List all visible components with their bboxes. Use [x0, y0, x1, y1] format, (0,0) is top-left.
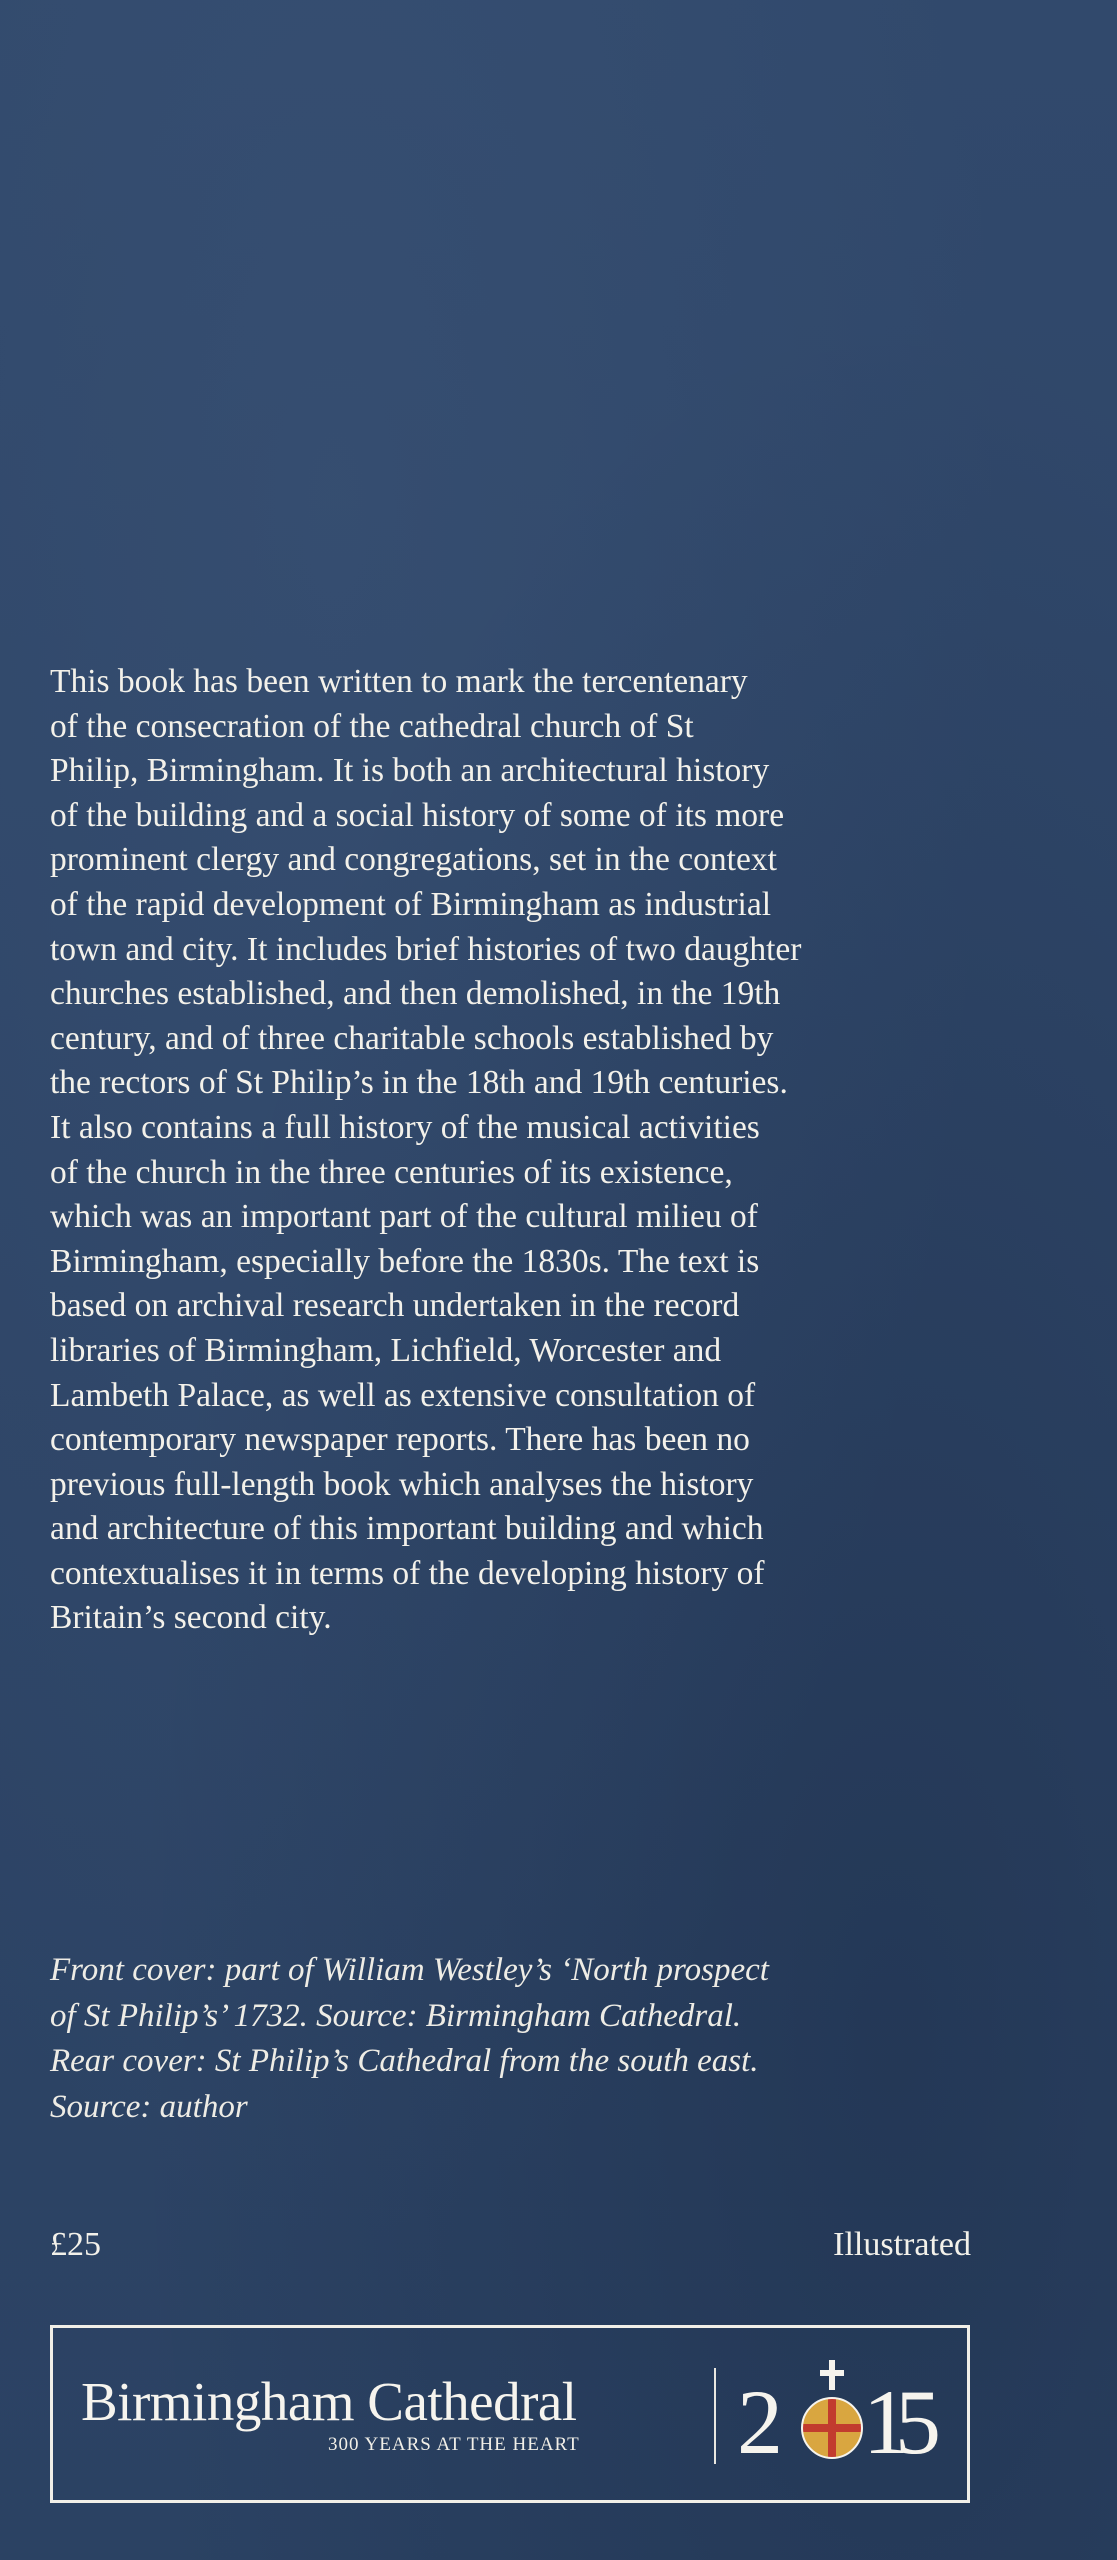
- description-line: and architecture of this important building and which: [50, 1510, 764, 1548]
- description-line: Birmingham, especially before the 1830s. The text is: [50, 1242, 760, 1280]
- description-line: It also contains a full history of the musical activities: [50, 1108, 760, 1146]
- year-digit: 2: [737, 2371, 777, 2473]
- cover-credits: [50, 1948, 980, 2130]
- description-line: based on archival research undertaken in the record: [50, 1287, 740, 1325]
- logo-divider: [714, 2368, 716, 2464]
- illustrated-label: Illustrated: [833, 2226, 971, 2263]
- description-line: previous full-length book which analyses the history: [50, 1465, 754, 1503]
- description-line: of the church in the three centuries of its existence,: [50, 1153, 733, 1191]
- description-line: libraries of Birmingham, Lichfield, Worcester and: [50, 1331, 722, 1369]
- description-line: This book has been written to mark the tercentenary: [50, 663, 748, 700]
- cathedral-logo-box: [50, 2325, 970, 2503]
- description-line: Philip, Birmingham. It is both an architectural history: [50, 752, 770, 790]
- credit-line-front-cover: Front cover: part of William Westley’s ‘North prospect: [50, 1952, 769, 1988]
- price: £25: [50, 2226, 101, 2263]
- description-line: town and city. It includes brief histories of two daughter: [50, 930, 802, 968]
- logo-name: Birmingham Cathedral: [81, 2371, 577, 2432]
- description-line: churches established, and then demolished, in the 19th: [50, 975, 781, 1013]
- description-line: which was an important part of the cultural milieu of: [50, 1198, 758, 1236]
- description-line: prominent clergy and congregations, set in the context: [50, 841, 777, 879]
- credit-line-rear-cover: Rear cover: St Philip’s Cathedral from the south east.: [50, 2043, 759, 2079]
- year-digit: 5: [895, 2371, 935, 2473]
- description-line: of the building and a social history of some of its more: [50, 796, 785, 834]
- book-description: [50, 660, 972, 1641]
- credit-line-front-source: of St Philip’s’ 1732. Source: Birmingham Cathedral.: [50, 1997, 742, 2034]
- description-line: century, and of three charitable schools established by: [50, 1019, 774, 1057]
- year-digit: 1: [863, 2371, 903, 2473]
- description-line: the rectors of St Philip’s in the 18th and 19th centuries.: [50, 1064, 788, 1102]
- description-line: contextualises it in terms of the developing history of: [50, 1554, 765, 1592]
- description-line: of the consecration of the cathedral church of St: [50, 707, 694, 745]
- cross-globe-icon: [799, 2358, 865, 2478]
- description-line: contemporary newspaper reports. There has been no: [50, 1421, 750, 1459]
- credit-line-rear-source: Source: author: [50, 2088, 248, 2125]
- logo-tagline: 300 YEARS AT THE HEART: [328, 2434, 580, 2455]
- description-line: of the rapid development of Birmingham as industrial: [50, 885, 772, 923]
- anniversary-year: [737, 2358, 947, 2478]
- description-line: Britain’s second city.: [50, 1599, 332, 1637]
- description-line: Lambeth Palace, as well as extensive consultation of: [50, 1376, 756, 1414]
